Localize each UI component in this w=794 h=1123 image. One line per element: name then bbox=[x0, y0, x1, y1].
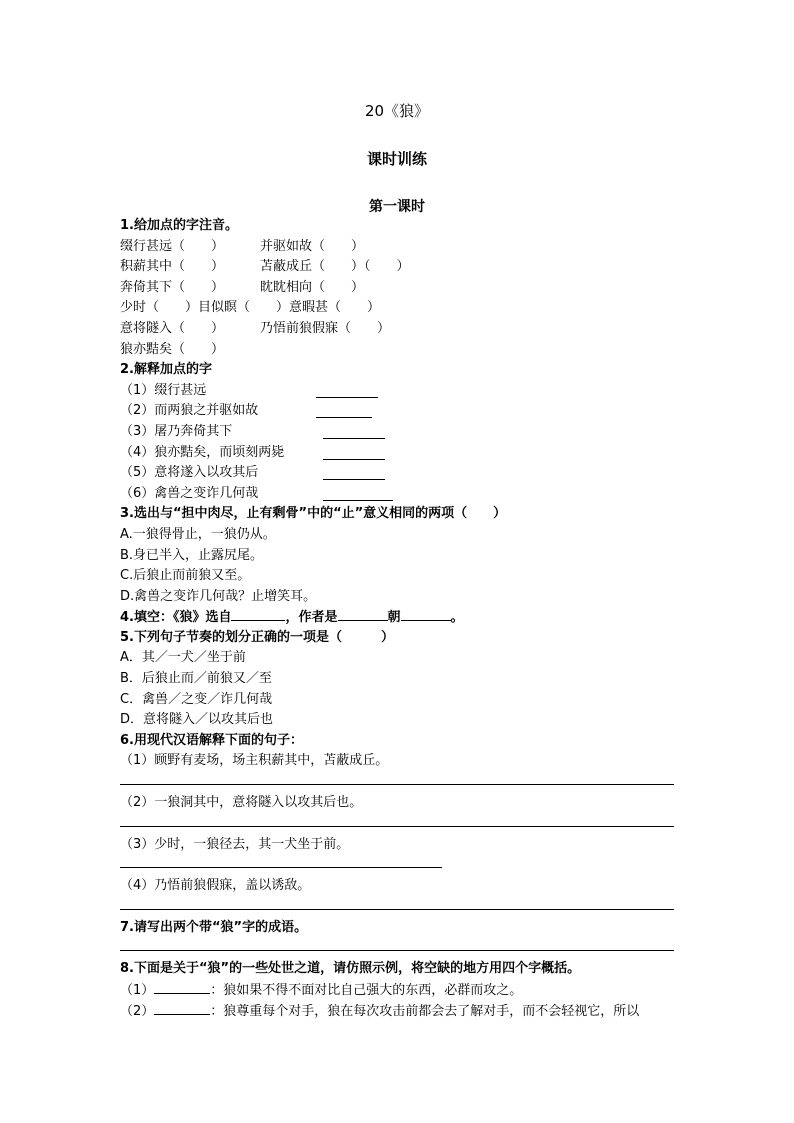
q3-option: C.后狼止而前狼又至。 bbox=[120, 568, 251, 584]
exercise-content bbox=[120, 216, 680, 1021]
q1-item: 少时（ ）目似瞑（ ）意暇甚（ ） bbox=[120, 300, 381, 316]
q8-item bbox=[120, 980, 680, 1001]
q8-item bbox=[120, 1001, 680, 1022]
q1-row bbox=[120, 278, 680, 299]
q1-item: 苫蔽成丘（ ）（ ） bbox=[260, 259, 410, 275]
q6-item: （2）一狼洞其中，意将隧入以攻其后也。 bbox=[120, 795, 363, 811]
q3-heading: 3.选出与“担中肉尽，止有剩骨”中的“止”意义相同的两项（ ） bbox=[120, 506, 507, 522]
q1-row bbox=[120, 319, 680, 340]
q4-fill-in bbox=[120, 607, 680, 628]
answer-blank[interactable] bbox=[154, 980, 210, 994]
q3-option: B.身已半入，止露尻尾。 bbox=[120, 547, 264, 563]
q5-heading: 5.下列句子节奏的划分正确的一项是（ ） bbox=[120, 629, 394, 645]
q2-item-text: （6）禽兽之变诈几何哉 bbox=[120, 485, 259, 501]
answer-blank[interactable] bbox=[323, 487, 393, 501]
answer-blank[interactable] bbox=[401, 607, 451, 621]
answer-blank[interactable] bbox=[323, 425, 385, 439]
q1-item: 狼亦黠矣（ ） bbox=[120, 341, 225, 357]
q4-text: 4.填空：《狼》选自 bbox=[120, 610, 232, 626]
q7-heading: 7.请写出两个带“狼”字的成语。 bbox=[120, 919, 308, 935]
q4-text: ，作者是 bbox=[285, 610, 338, 626]
answer-blank[interactable] bbox=[323, 466, 385, 480]
q1-heading: 1.给加点的字注音。 bbox=[120, 218, 238, 233]
q2-item bbox=[120, 422, 680, 443]
q5-option: B．后狼止而／前狼又／至 bbox=[120, 671, 272, 687]
q2-item-text: （4）狼亦黠矣，而顷刻两毙 bbox=[120, 444, 285, 460]
q6-item: （4）乃悟前狼假寐，盖以诱敌。 bbox=[120, 878, 311, 894]
answer-blank[interactable] bbox=[323, 446, 385, 460]
q5-option: D．意将隧入／以攻其后也 bbox=[120, 712, 274, 728]
q3-option: D.禽兽之变诈几何哉？止增笑耳。 bbox=[120, 588, 317, 604]
q2-item bbox=[120, 484, 680, 505]
section-title: 第一课时 bbox=[369, 199, 425, 215]
q1-item: 缀行甚远（ ） bbox=[120, 238, 225, 254]
q8-heading: 8.下面是关于“狼”的一些处世之道，请仿照示例，将空缺的地方用四个字概括。 bbox=[120, 961, 581, 977]
q1-row bbox=[120, 257, 680, 278]
answer-blank[interactable] bbox=[231, 607, 285, 621]
answer-blank[interactable] bbox=[316, 404, 372, 418]
q1-item: 并驱如故（ ） bbox=[260, 238, 365, 254]
page-subtitle: 课时训练 bbox=[366, 150, 427, 168]
q5-option: C．禽兽／之变／诈几何哉 bbox=[120, 691, 273, 707]
lesson-title: 20《狼》 bbox=[364, 102, 430, 120]
q2-item-text: （3）屠乃奔倚其下 bbox=[120, 423, 233, 439]
q8-item-number: （1） bbox=[120, 983, 155, 998]
q1-row bbox=[120, 298, 680, 319]
answer-blank[interactable] bbox=[316, 384, 378, 398]
q2-item bbox=[120, 443, 680, 464]
q6-heading: 6.用现代汉语解释下面的句子： bbox=[120, 732, 303, 748]
q4-text: 朝 bbox=[387, 610, 401, 626]
q2-item-text: （1）缀行甚远 bbox=[120, 382, 207, 398]
q1-item: 意将隧入（ ） bbox=[120, 320, 225, 336]
q2-item-text: （2）而两狼之并驱如故 bbox=[120, 403, 259, 419]
q2-item bbox=[120, 463, 680, 484]
q1-item: 眈眈相向（ ） bbox=[260, 279, 365, 295]
q8-item-number: （2） bbox=[120, 1003, 155, 1019]
q6-item: （3）少时，一狼径去，其一犬坐于前。 bbox=[120, 836, 350, 852]
q2-item bbox=[120, 401, 680, 422]
q2-heading: 2.解释加点的字 bbox=[120, 362, 212, 378]
q3-option: A.一狼得骨止，一狼仍从。 bbox=[120, 526, 276, 542]
q8-item-text: ：狼尊重每个对手，狼在每次攻击前都会去了解对手，而不会轻视它，所以 bbox=[210, 1003, 640, 1019]
q4-text: 。 bbox=[450, 610, 464, 626]
q1-row bbox=[120, 340, 680, 361]
q6-item: （1）顾野有麦场，场主积薪其中，苫蔽成丘。 bbox=[120, 753, 389, 769]
q5-option: A．其／一犬／坐于前 bbox=[120, 650, 246, 666]
q2-item bbox=[120, 381, 680, 402]
q2-item-text: （5）意将遂入以攻其后 bbox=[120, 465, 259, 481]
q1-item: 积薪其中（ ） bbox=[120, 259, 225, 275]
q1-row bbox=[120, 237, 680, 258]
q8-item-text: ：狼如果不得不面对比自己强大的东西，必群而攻之。 bbox=[210, 983, 523, 998]
answer-blank[interactable] bbox=[338, 607, 388, 621]
answer-blank[interactable] bbox=[154, 1001, 210, 1015]
q1-item: 奔倚其下（ ） bbox=[120, 279, 225, 295]
q1-item: 乃悟前狼假寐（ ） bbox=[260, 320, 391, 336]
